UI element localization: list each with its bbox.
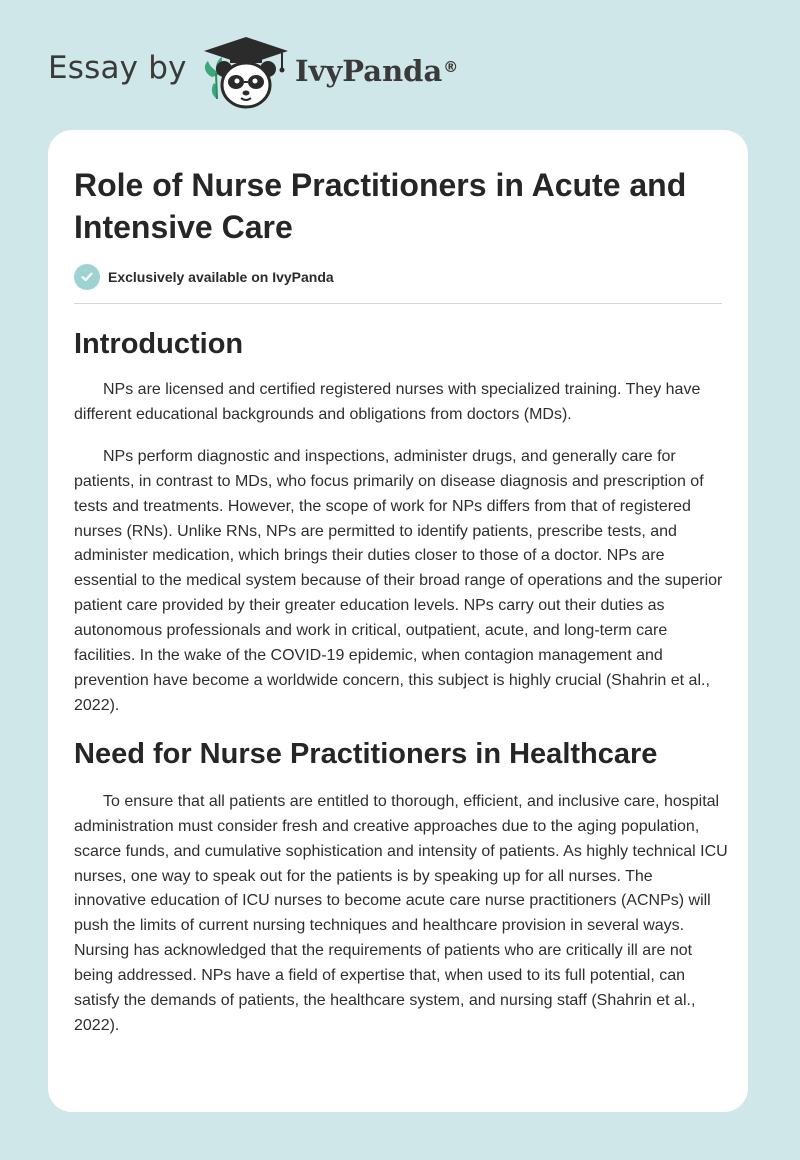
paragraph: NPs are licensed and certified registered nurses with specialized training. They have different educational backgrounds and obligations from doctors (MDs). xyxy=(74,381,701,423)
essay-by-label: Essay by xyxy=(48,50,187,86)
site-header xyxy=(0,0,800,130)
section-heading-need: Need for Nurse Practitioners in Healthcare xyxy=(74,737,658,770)
essay-body xyxy=(74,322,728,1056)
check-circle-icon xyxy=(74,264,100,290)
exclusive-badge xyxy=(74,264,334,290)
section-heading-introduction: Introduction xyxy=(74,328,244,360)
essay-card xyxy=(48,130,748,1112)
ivypanda-logo[interactable] xyxy=(200,35,292,111)
brand-text: IvyPanda xyxy=(295,54,443,88)
paragraph: To ensure that all patients are entitled to thorough, efficient, and inclusive care, hospital administration must consider fresh and creative approaches due to the aging population, scarce funds, and cumulative sophistication and intensity of patients. As highly technical ICU nurses, one way to speak out for the patients is by speaking up for all nurses. The innovative education of ICU nurses to become acute care nurse practitioners (ACNPs) will push the limits of current nursing techniques and healthcare provision in several ways. Nursing has acknowledged that the requirements of patients who are critically ill are not being addressed. NPs have a field of expertise that, when used to its full potential, can satisfy the demands of patients, the healthcare system, and nursing staff (Shahrin et al., 2022). xyxy=(74,792,728,1034)
divider xyxy=(74,303,722,304)
brand-name[interactable] xyxy=(295,54,458,88)
registered-mark: ® xyxy=(443,58,459,76)
paragraph: NPs perform diagnostic and inspections, administer drugs, and generally care for patients, in contrast to MDs, who focus primarily on disease diagnosis and prescription of tests and treatments. However, the scope of work for NPs differs from that of registered nurses (RNs). Unlike RNs, NPs are permitted to identify patients, prescribe tests, and administer medication, which brings their duties closer to those of a doctor. NPs are essential to the medical system because of their broad range of operations and the superior patient care provided by their greater education levels. NPs carry out their duties as autonomous professionals and work in critical, outpatient, acute, and long-term care facilities. In the wake of the COVID-19 epidemic, when contagion management and prevention have become a worldwide concern, this subject is highly crucial (Shahrin et al., 2022). xyxy=(74,447,723,714)
panda-graduate-icon xyxy=(200,35,292,111)
essay-title: Role of Nurse Practitioners in Acute and Intensive Care xyxy=(74,167,687,245)
badge-text: Exclusively available on IvyPanda xyxy=(108,269,334,285)
